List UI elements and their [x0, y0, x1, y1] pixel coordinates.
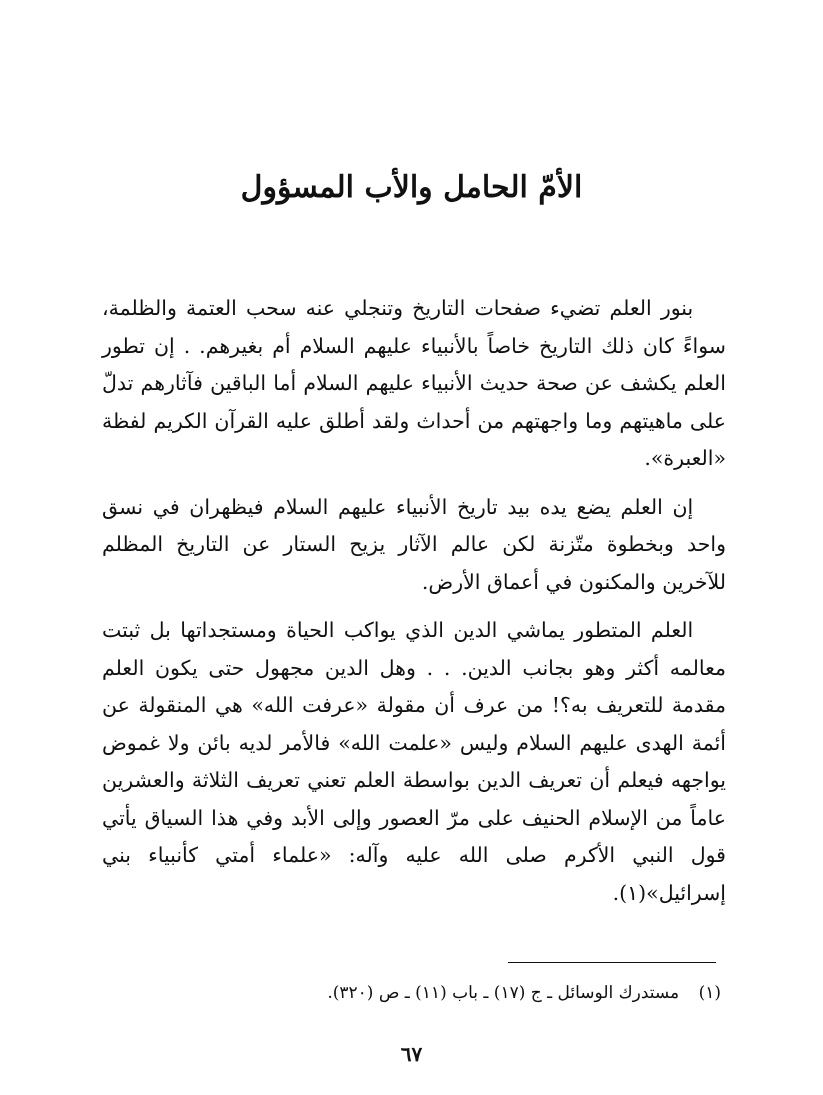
body-text: [102, 290, 726, 923]
footnote-text: مستدرك الوسائل ـ ج (١٧) ـ باب (١١) ـ ص (٣٢٠).: [327, 983, 680, 1003]
paragraph-2: إن العلم يضع يده بيد تاريخ الأنبياء عليهم السلام فيظهران في نسق واحد وبخطوة متّزنة لكن عالم الآثار يزيح الستار عن التاريخ المظلم للآخرين والمكنون في أعماق الأرض.: [102, 494, 726, 594]
chapter-title: الأمّ الحامل والأب المسؤول: [240, 170, 583, 205]
footnote-number: (١): [698, 983, 721, 1003]
page-number: ٦٧: [400, 1042, 423, 1066]
footnote: [97, 980, 721, 1006]
paragraph-1: بنور العلم تضيء صفحات التاريخ وتنجلي عنه سحب العتمة والظلمة، سواءً كان ذلك التاريخ خاصاً بالأنبياء عليهم السلام أم بغيرهم. . إن تطور العلم يكشف عن صحة حديث الأنبياء عليهم السلام أما الباقين فآثارهم تدلّ على ماهيتهم وما واجهتهم من أحداث ولقد أطلق عليه القرآن الكريم لفظة «العبرة».: [102, 296, 726, 470]
paragraph-3: العلم المتطور يماشي الدين الذي يواكب الحياة ومستجداتها بل ثبتت معالمه أكثر وهو بجانب الدين. . . وهل الدين مجهول حتى يكون العلم مقدمة للتعريف به؟! من عرف أن مقولة «عرفت الله» هي المنقولة عن أئمة الهدى عليهم السلام وليس «علمت الله» فالأمر لديه بائن ولا غموض يواجهه فيعلم أن تعريف الدين بواسطة العلم تعني تعريف الثلاثة والعشرين عاماً من الإسلام الحنيف على مرّ العصور وإلى الأبد وفي هذا السياق يأتي قول النبي الأكرم صلى الله عليه وآله: «علماء أمتي كأنبياء بني إسرائيل»(١).: [102, 618, 726, 905]
footnote-divider: [508, 962, 716, 963]
